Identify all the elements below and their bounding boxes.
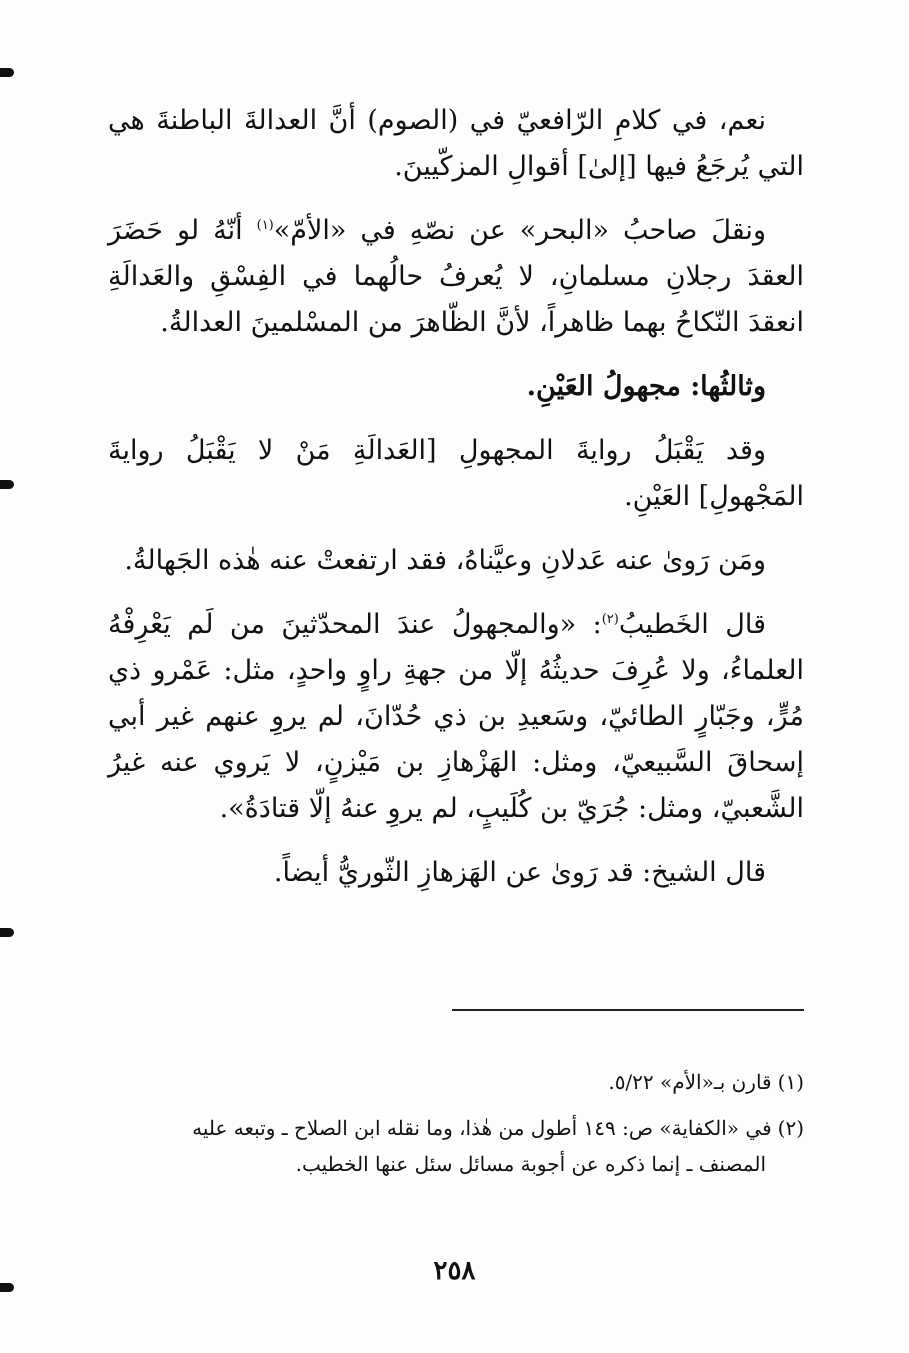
footnote-ref[interactable]: (٢): [601, 612, 619, 627]
footnotes: [108, 1064, 804, 1192]
paragraph: قال الشيخ: قد رَوىٰ عن الهَزهازِ الثّوريُّ أيضاً.: [273, 857, 766, 888]
footnote-separator: [452, 1009, 804, 1011]
footnote: [108, 1110, 804, 1182]
footnote-ref[interactable]: (١): [256, 218, 274, 233]
main-text: [108, 98, 804, 914]
scan-edge-mark: [0, 1283, 14, 1292]
paragraph: قال الخَطيبُ$^{(٢)}$: «والمجهولُ عندَ المحدّثينَ من لَم يَعْرِفْهُ العلماءُ، ولا عُرِفَ حديثُهُ إلّا من جهةِ راوٍ واحدٍ، مثل: عَمْرو ذي مُرٍّ، وجَبّارٍ الطائيّ، وسَعيدِ بن ذي حُدّانَ، لم يروِ عنهم غير أبي إسحاقَ السَّبيعيّ، ومثل: الهَزْهازِ بن مَيْزنٍ، لا يَروي عنه غيرُ الشَّعبيّ، ومثل: جُرَيّ بن كُلَيبٍ، لم يروِ عنهُ إلّا قتادَةُ».: [108, 609, 804, 824]
footnote: [108, 1064, 804, 1100]
paragraph: ونقلَ صاحبُ «البحر» عن نصّهِ في «الأمّ»$^{(١)}$ أنّهُ لو حَضَرَ العقدَ رجلانِ مسلمانِ، لا يُعرفُ حالُهما في الفِسْقِ والعَدالَةِ انعقدَ النّكاحُ بهما ظاهراً، لأنَّ الظّاهرَ من المسْلمينَ العدالةُ.: [108, 215, 804, 338]
footnote-number: (٢): [777, 1116, 804, 1140]
page-number: ٢٥٨: [433, 1256, 476, 1286]
footnote-text: في «الكفاية» ص: ١٤٩ أطول من هٰذا، وما نقله ابن الصلاح ـ وتبعه عليه: [192, 1116, 772, 1140]
scan-edge-mark: [0, 68, 14, 77]
footnote-number: (١): [777, 1070, 804, 1094]
section-heading: وثالثُها: مجهولُ العَيْنِ.: [526, 371, 766, 402]
paragraph: وقد يَقْبَلُ روايةَ المجهولِ [العَدالَةِ مَنْ لا يَقْبَلُ روايةَ المَجْهولِ] العَيْنِ.: [108, 435, 804, 512]
paragraph: نعم، في كلامِ الرّافعيّ في (الصوم) أنَّ العدالةَ الباطنةَ هي التي يُرجَعُ فيها [إلىٰ] أقوالِ المزكّيينَ.: [108, 105, 804, 182]
footnote-text-continued: المصنف ـ إنما ذكره عن أجوبة مسائل سئل عنها الخطيب.: [295, 1152, 766, 1176]
scan-edge-mark: [0, 928, 14, 937]
scan-edge-mark: [0, 480, 14, 489]
footnote-text: قارن بـ«الأم» ٥/٢٢.: [608, 1070, 772, 1094]
paragraph: ومَن رَوىٰ عنه عَدلانِ وعيَّناهُ، فقد ارتفعتْ عنه هٰذه الجَهالةُ.: [124, 545, 766, 576]
